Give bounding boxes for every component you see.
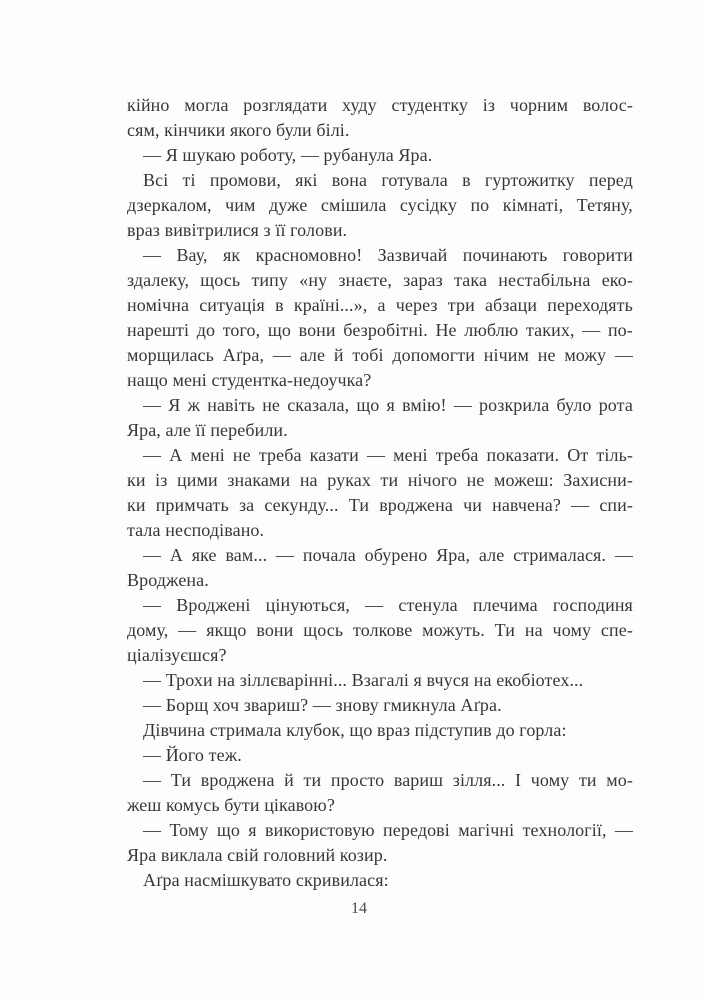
text-line: Аґра насмішкувато скривилася: [143, 870, 389, 890]
text-line: — Його теж. [143, 745, 242, 765]
text-line: номічна ситуація в країні...», а через три абзаци переходять [127, 295, 633, 315]
text-line: ціалізуєшся? [127, 645, 227, 665]
text-line: — Я шукаю роботу, — рубанула Яра. [143, 145, 433, 165]
text-line: ки примчать за секунду... Ти вроджена чи навчена? — спи- [127, 495, 633, 515]
text-line: — Трохи на зіллєварінні... Взагалі я вчуся на екобіотех... [143, 670, 584, 690]
page-text [127, 93, 633, 893]
text-line: — Борщ хоч звариш? — знову гмикнула Аґра. [143, 695, 502, 715]
text-line: — А яке вам... — почала обурено Яра, але стрималася. — [143, 545, 633, 565]
text-line: дому, — якщо вони щось толкове можуть. Ти на чому спе- [127, 620, 633, 640]
text-line: кійно могла розглядати худу студентку із чорним волос- [127, 95, 633, 115]
text-line: Вроджена. [127, 570, 209, 590]
text-line: Яра виклала свій головний козир. [127, 845, 388, 865]
text-line: — Тому що я використовую передові магічні технології, — [143, 820, 633, 840]
text-line: — А мені не треба казати — мені треба показати. От тіль- [143, 445, 633, 465]
text-line: нарешті до того, що вони безробітні. Не люблю таких, — по- [127, 320, 633, 340]
page-number: 14 [351, 900, 367, 917]
text-line: — Я ж навіть не сказала, що я вмію! — розкрила було рота [143, 395, 633, 415]
text-line: враз вивітрилися з її голови. [127, 220, 348, 240]
text-line: здалеку, щось типу «ну знаєте, зараз така нестабільна еко- [127, 270, 633, 290]
text-line: сям, кінчики якого були білі. [127, 120, 350, 140]
text-line: нащо мені студентка-недоучка? [127, 370, 372, 390]
text-line: Дівчина стримала клубок, що враз підступив до горла: [143, 720, 567, 740]
text-line: морщилась Аґра, — але й тобі допомогти нічим не можу — [127, 345, 633, 365]
text-line: Всі ті промови, які вона готувала в гуртожитку перед [143, 170, 633, 190]
text-line: — Вау, як красномовно! Зазвичай починають говорити [143, 245, 633, 265]
text-line: жеш комусь бути цікавою? [127, 795, 335, 815]
text-line: дзеркалом, чим дуже смішила сусідку по кімнаті, Тетяну, [127, 195, 633, 215]
text-line: ки із цими знаками на руках ти нічого не можеш: Захисни- [127, 470, 633, 490]
text-line: Яра, але її перебили. [127, 420, 288, 440]
text-line: — Ти вроджена й ти просто вариш зілля... І чому ти мо- [143, 770, 633, 790]
text-line: тала несподівано. [127, 520, 265, 540]
text-line: — Вроджені цінуються, — стенула плечима господиня [143, 595, 633, 615]
